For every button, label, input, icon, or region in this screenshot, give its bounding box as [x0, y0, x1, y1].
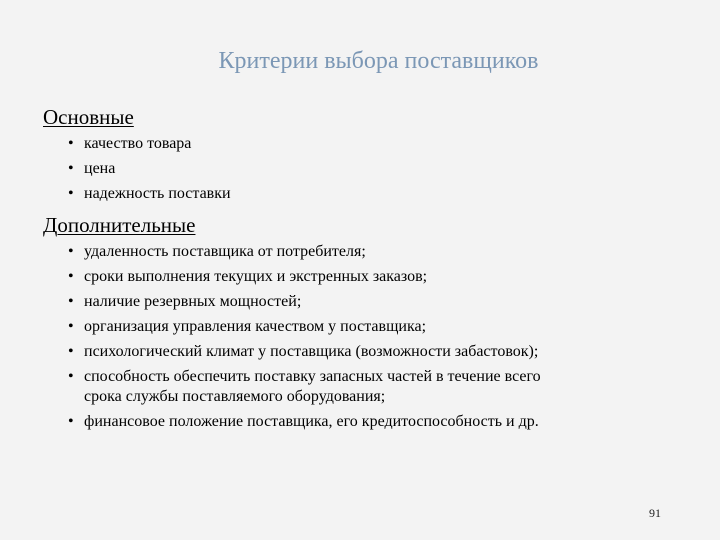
list-item-text: качество товара: [84, 135, 192, 152]
list-item-text-continuation: срока службы поставляемого оборудования;: [84, 388, 386, 405]
list-item: [68, 367, 541, 407]
bullet-icon: •: [68, 268, 74, 285]
list-item-text: способность обеспечить поставку запасных частей в течение всего: [84, 368, 541, 385]
bullet-icon: •: [68, 368, 74, 385]
bullet-icon: •: [68, 135, 74, 152]
list-item: [68, 267, 541, 287]
list-item: [68, 317, 541, 337]
list-item-text: финансовое положение поставщика, его кредитоспособность и др.: [84, 413, 539, 430]
list-item: [68, 342, 541, 362]
bullet-icon: •: [68, 318, 74, 335]
list-item: [68, 184, 231, 204]
list-item: [68, 134, 231, 154]
section-heading-additional: Дополнительные: [43, 213, 196, 237]
bullet-icon: •: [68, 413, 74, 430]
list-item-text: наличие резервных мощностей;: [84, 293, 302, 310]
list-item-text: цена: [84, 160, 116, 177]
section-heading-main: Основные: [43, 105, 134, 129]
bullet-icon: •: [68, 185, 74, 202]
main-criteria-list: [68, 134, 231, 209]
bullet-icon: •: [68, 293, 74, 310]
list-item-text: организация управления качеством у поставщика;: [84, 318, 427, 335]
list-item-text: удаленность поставщика от потребителя;: [84, 243, 366, 260]
list-item-text: сроки выполнения текущих и экстренных заказов;: [84, 268, 428, 285]
list-item: [68, 159, 231, 179]
slide-title: Критерии выбора поставщиков: [218, 48, 539, 74]
additional-criteria-list: [68, 242, 541, 437]
list-item: [68, 242, 541, 262]
list-item: [68, 292, 541, 312]
bullet-icon: •: [68, 160, 74, 177]
list-item-text: надежность поставки: [84, 185, 231, 202]
list-item: [68, 412, 541, 432]
list-item-text: психологический климат у поставщика (возможности забастовок);: [84, 343, 539, 360]
bullet-icon: •: [68, 243, 74, 260]
bullet-icon: •: [68, 343, 74, 360]
page-number: 91: [649, 506, 661, 520]
